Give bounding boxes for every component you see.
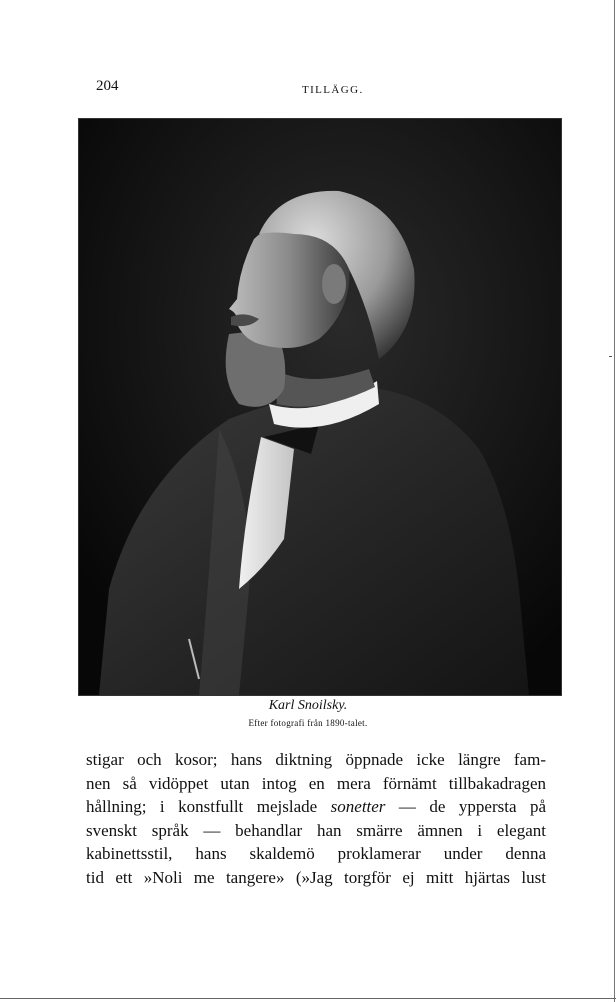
- margin-mark: [609, 356, 612, 357]
- italic-term: sonetter: [330, 797, 386, 817]
- caption-credit: Efter fotografi från 1890-talet.: [248, 718, 368, 728]
- page-edge-right: [614, 0, 615, 1002]
- page-number: 204: [96, 78, 119, 94]
- text-line: [86, 795, 546, 819]
- portrait-illustration: [79, 119, 561, 695]
- page-edge-bottom: [0, 998, 616, 999]
- text-line: stigar och kosor; hans diktning öppnade icke längre fam-: [86, 750, 546, 769]
- text-line: nen så vidöppet utan intog en mera förnämt tillbakadragen: [86, 773, 546, 793]
- text-line: kabinettsstil, hans skaldemö proklamerar under denna: [86, 844, 546, 864]
- text-line: tid ett »Noli me tangere» (»Jag torgför ej mitt hjärtas lust: [86, 867, 546, 887]
- body-text: [86, 748, 546, 890]
- text-line: svenskt språk — behandlar han smärre ämnen i elegant: [86, 820, 546, 840]
- caption-name: Karl Snoilsky.: [268, 698, 348, 713]
- text-segment: hållning; i konstfullt mejslade: [86, 797, 318, 817]
- text-segment: — de yppersta på: [398, 797, 547, 817]
- running-head: TILLÄGG.: [302, 84, 364, 96]
- portrait-photo: [78, 118, 562, 696]
